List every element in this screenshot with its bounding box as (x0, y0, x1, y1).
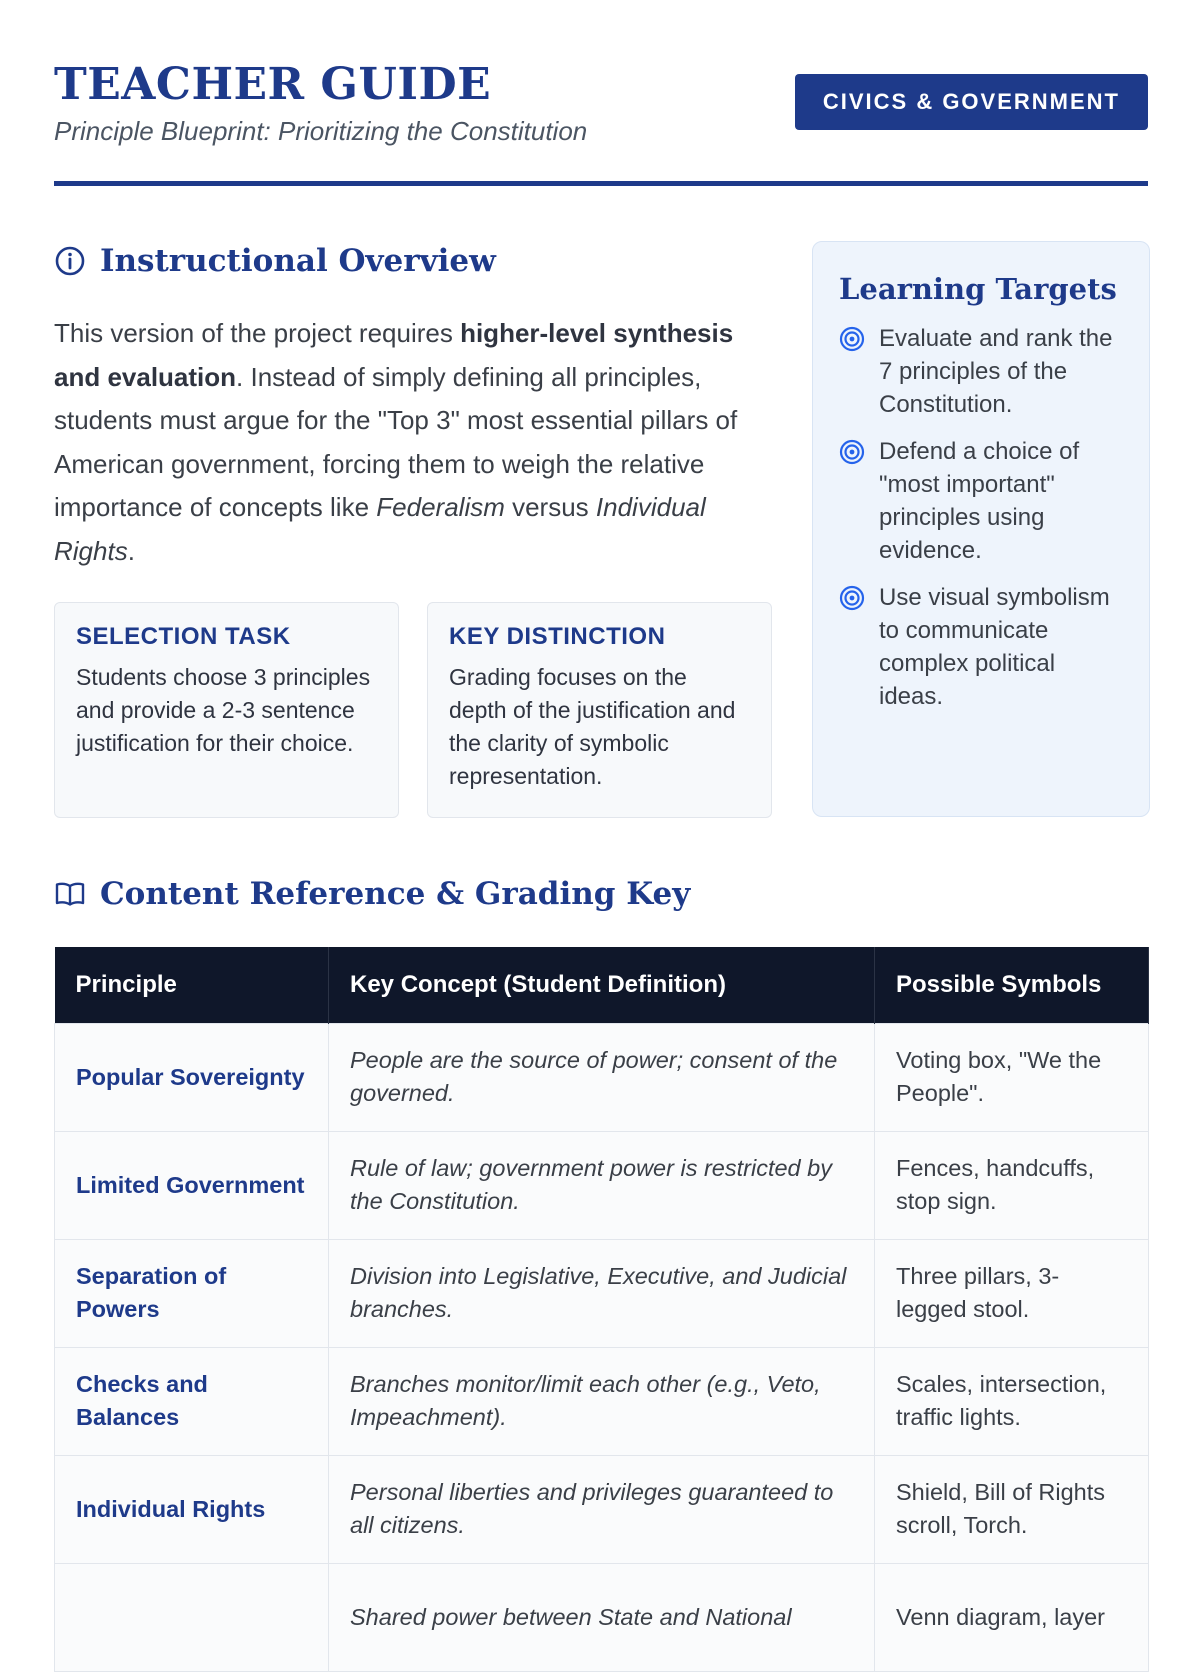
target-icon (839, 435, 867, 468)
subject-badge: CIVICS & GOVERNMENT (795, 74, 1148, 130)
card-title: SELECTION TASK (76, 623, 291, 650)
learning-targets-list (839, 322, 1123, 713)
symbols-cell: Three pillars, 3-legged stool. (875, 1239, 1149, 1347)
target-text: Use visual symbolism to communicate complex political ideas. (879, 584, 1110, 710)
principle-cell: Popular Sovereignty (55, 1023, 329, 1131)
table-row (55, 1455, 1149, 1563)
overview-text-4: . (127, 535, 135, 566)
table-row (55, 1239, 1149, 1347)
key-distinction-card (427, 602, 772, 818)
concept-cell: Rule of law; government power is restricted by the Constitution. (329, 1131, 875, 1239)
overview-italic-2: Individual Rights (54, 492, 706, 566)
principle-cell: Checks and Balances (55, 1347, 329, 1455)
concept-cell: Branches monitor/limit each other (e.g., Veto, Impeachment). (329, 1347, 875, 1455)
learning-targets-heading: Learning Targets (839, 272, 1117, 306)
info-icon (54, 245, 86, 277)
list-item (839, 581, 1123, 713)
overview-text-2: . Instead of simply defining all principles, students must argue for the "Top 3" most essential pillars of American government, forcing them to weigh the relative importance of concepts like (54, 361, 738, 522)
column-header: Key Concept (Student Definition) (329, 947, 875, 1023)
principle-cell: Individual Rights (55, 1455, 329, 1563)
overview-text-1: This version of the project requires (54, 318, 461, 348)
selection-task-card (54, 602, 399, 818)
page-subtitle: Principle Blueprint: Prioritizing the Constitution (54, 116, 588, 146)
reference-heading-text: Content Reference & Grading Key (100, 876, 691, 912)
overview-bold: higher-level synthesis and evaluation (54, 318, 734, 392)
concept-cell: Division into Legislative, Executive, and Judicial branches. (329, 1239, 875, 1347)
column-header: Possible Symbols (875, 947, 1149, 1023)
table-row (55, 1131, 1149, 1239)
header-divider (54, 181, 1148, 186)
page-title: TEACHER GUIDE (54, 59, 492, 110)
target-icon (839, 581, 867, 614)
concept-cell: Shared power between State and National (329, 1563, 875, 1671)
principle-cell: Separation of Powers (55, 1239, 329, 1347)
table-row (55, 1023, 1149, 1131)
table-row (55, 1347, 1149, 1455)
list-item (839, 435, 1123, 567)
learning-targets-panel (812, 241, 1150, 817)
table-header-row (55, 947, 1149, 1023)
target-icon (839, 322, 867, 355)
symbols-cell: Voting box, "We the People". (875, 1023, 1149, 1131)
overview-italic-1: Federalism (376, 492, 505, 522)
table-row (55, 1563, 1149, 1671)
symbols-cell: Fences, handcuffs, stop sign. (875, 1131, 1149, 1239)
grading-key-table (54, 947, 1149, 1672)
overview-heading (54, 243, 496, 279)
symbols-cell: Venn diagram, layer (875, 1563, 1149, 1671)
overview-heading-text: Instructional Overview (100, 243, 496, 279)
overview-text-3: versus (504, 492, 596, 522)
card-body: Grading focuses on the depth of the justification and the clarity of symbolic representation. (449, 664, 736, 789)
concept-cell: People are the source of power; consent of the governed. (329, 1023, 875, 1131)
page-header (54, 58, 1148, 147)
card-body: Students choose 3 principles and provide a 2-3 sentence justification for their choice. (76, 664, 371, 756)
target-text: Defend a choice of "most important" principles using evidence. (879, 438, 1080, 564)
overview-paragraph (54, 312, 764, 573)
reference-heading (54, 876, 690, 912)
book-icon (54, 878, 86, 910)
symbols-cell: Shield, Bill of Rights scroll, Torch. (875, 1455, 1149, 1563)
list-item (839, 322, 1123, 421)
card-title: KEY DISTINCTION (449, 623, 666, 650)
principle-cell (55, 1563, 329, 1671)
target-text: Evaluate and rank the 7 principles of the Constitution. (879, 325, 1113, 418)
column-header: Principle (55, 947, 329, 1023)
principle-cell: Limited Government (55, 1131, 329, 1239)
symbols-cell: Scales, intersection, traffic lights. (875, 1347, 1149, 1455)
concept-cell: Personal liberties and privileges guaranteed to all citizens. (329, 1455, 875, 1563)
